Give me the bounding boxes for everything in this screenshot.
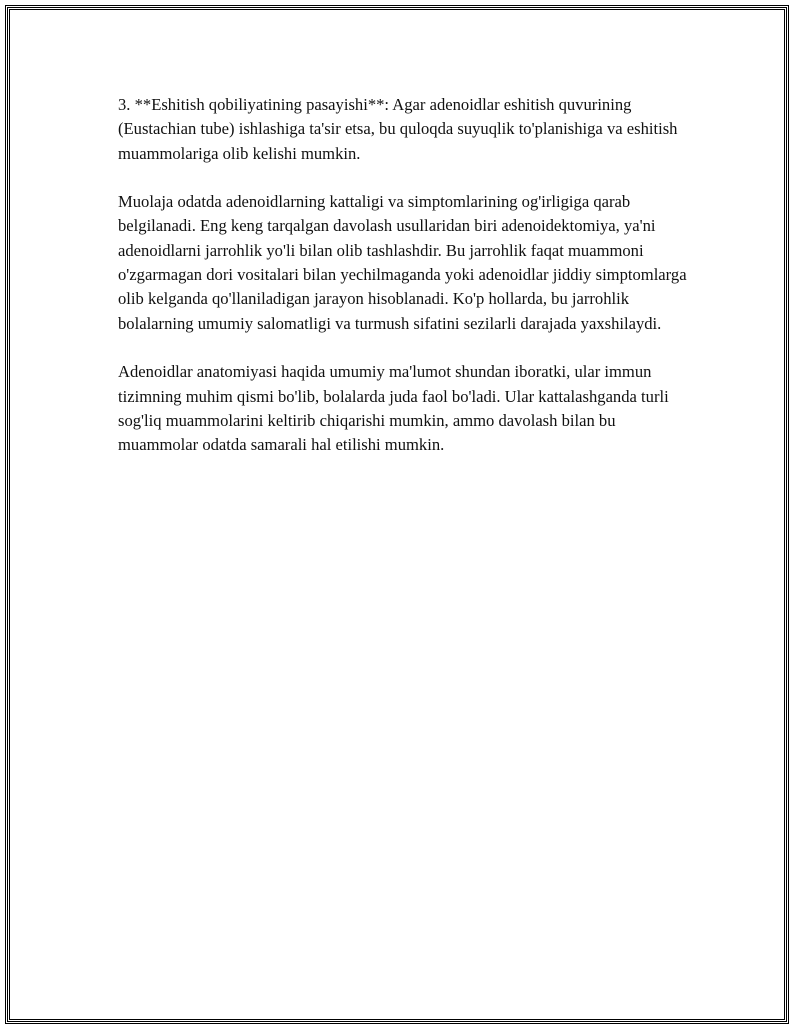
paragraph-hearing-loss: 3. **Eshitish qobiliyatining pasayishi**: Agar adenoidlar eshitish quvurining (Eustachian tube) ishlashiga ta'sir etsa, bu quloqda suyuqlik to'planishiga va eshitish muammolariga olib kelishi mumkin. <box>118 95 678 163</box>
document-body <box>118 93 698 482</box>
paragraph-treatment: Muolaja odatda adenoidlarning kattaligi va simptomlarining og'irligiga qarab belgilanadi. Eng keng tarqalgan davolash usullaridan biri adenoidektomiya, ya'ni adenoidlarni jarrohlik yo'li bilan olib tashlashdir. Bu jarrohlik faqat muammoni o'zgarmagan dori vositalari bilan yechilmaganda yoki adenoidlar jiddiy simptomlarga olib kelganda qo'llaniladigan jarayon hisoblanadi. Ko'p hollarda, bu jarrohlik bolalarning umumiy salomatligi va turmush sifatini sezilarli darajada yaxshilaydi. <box>118 192 687 333</box>
paragraph-summary: Adenoidlar anatomiyasi haqida umumiy ma'lumot shundan iboratki, ular immun tizimning muhim qismi bo'lib, bolalarda juda faol bo'ladi. Ular kattalashganda turli sog'liq muammolarini keltirib chiqarishi mumkin, ammo davolash bilan bu muammolar odatda samarali hal etilishi mumkin. <box>118 362 669 455</box>
